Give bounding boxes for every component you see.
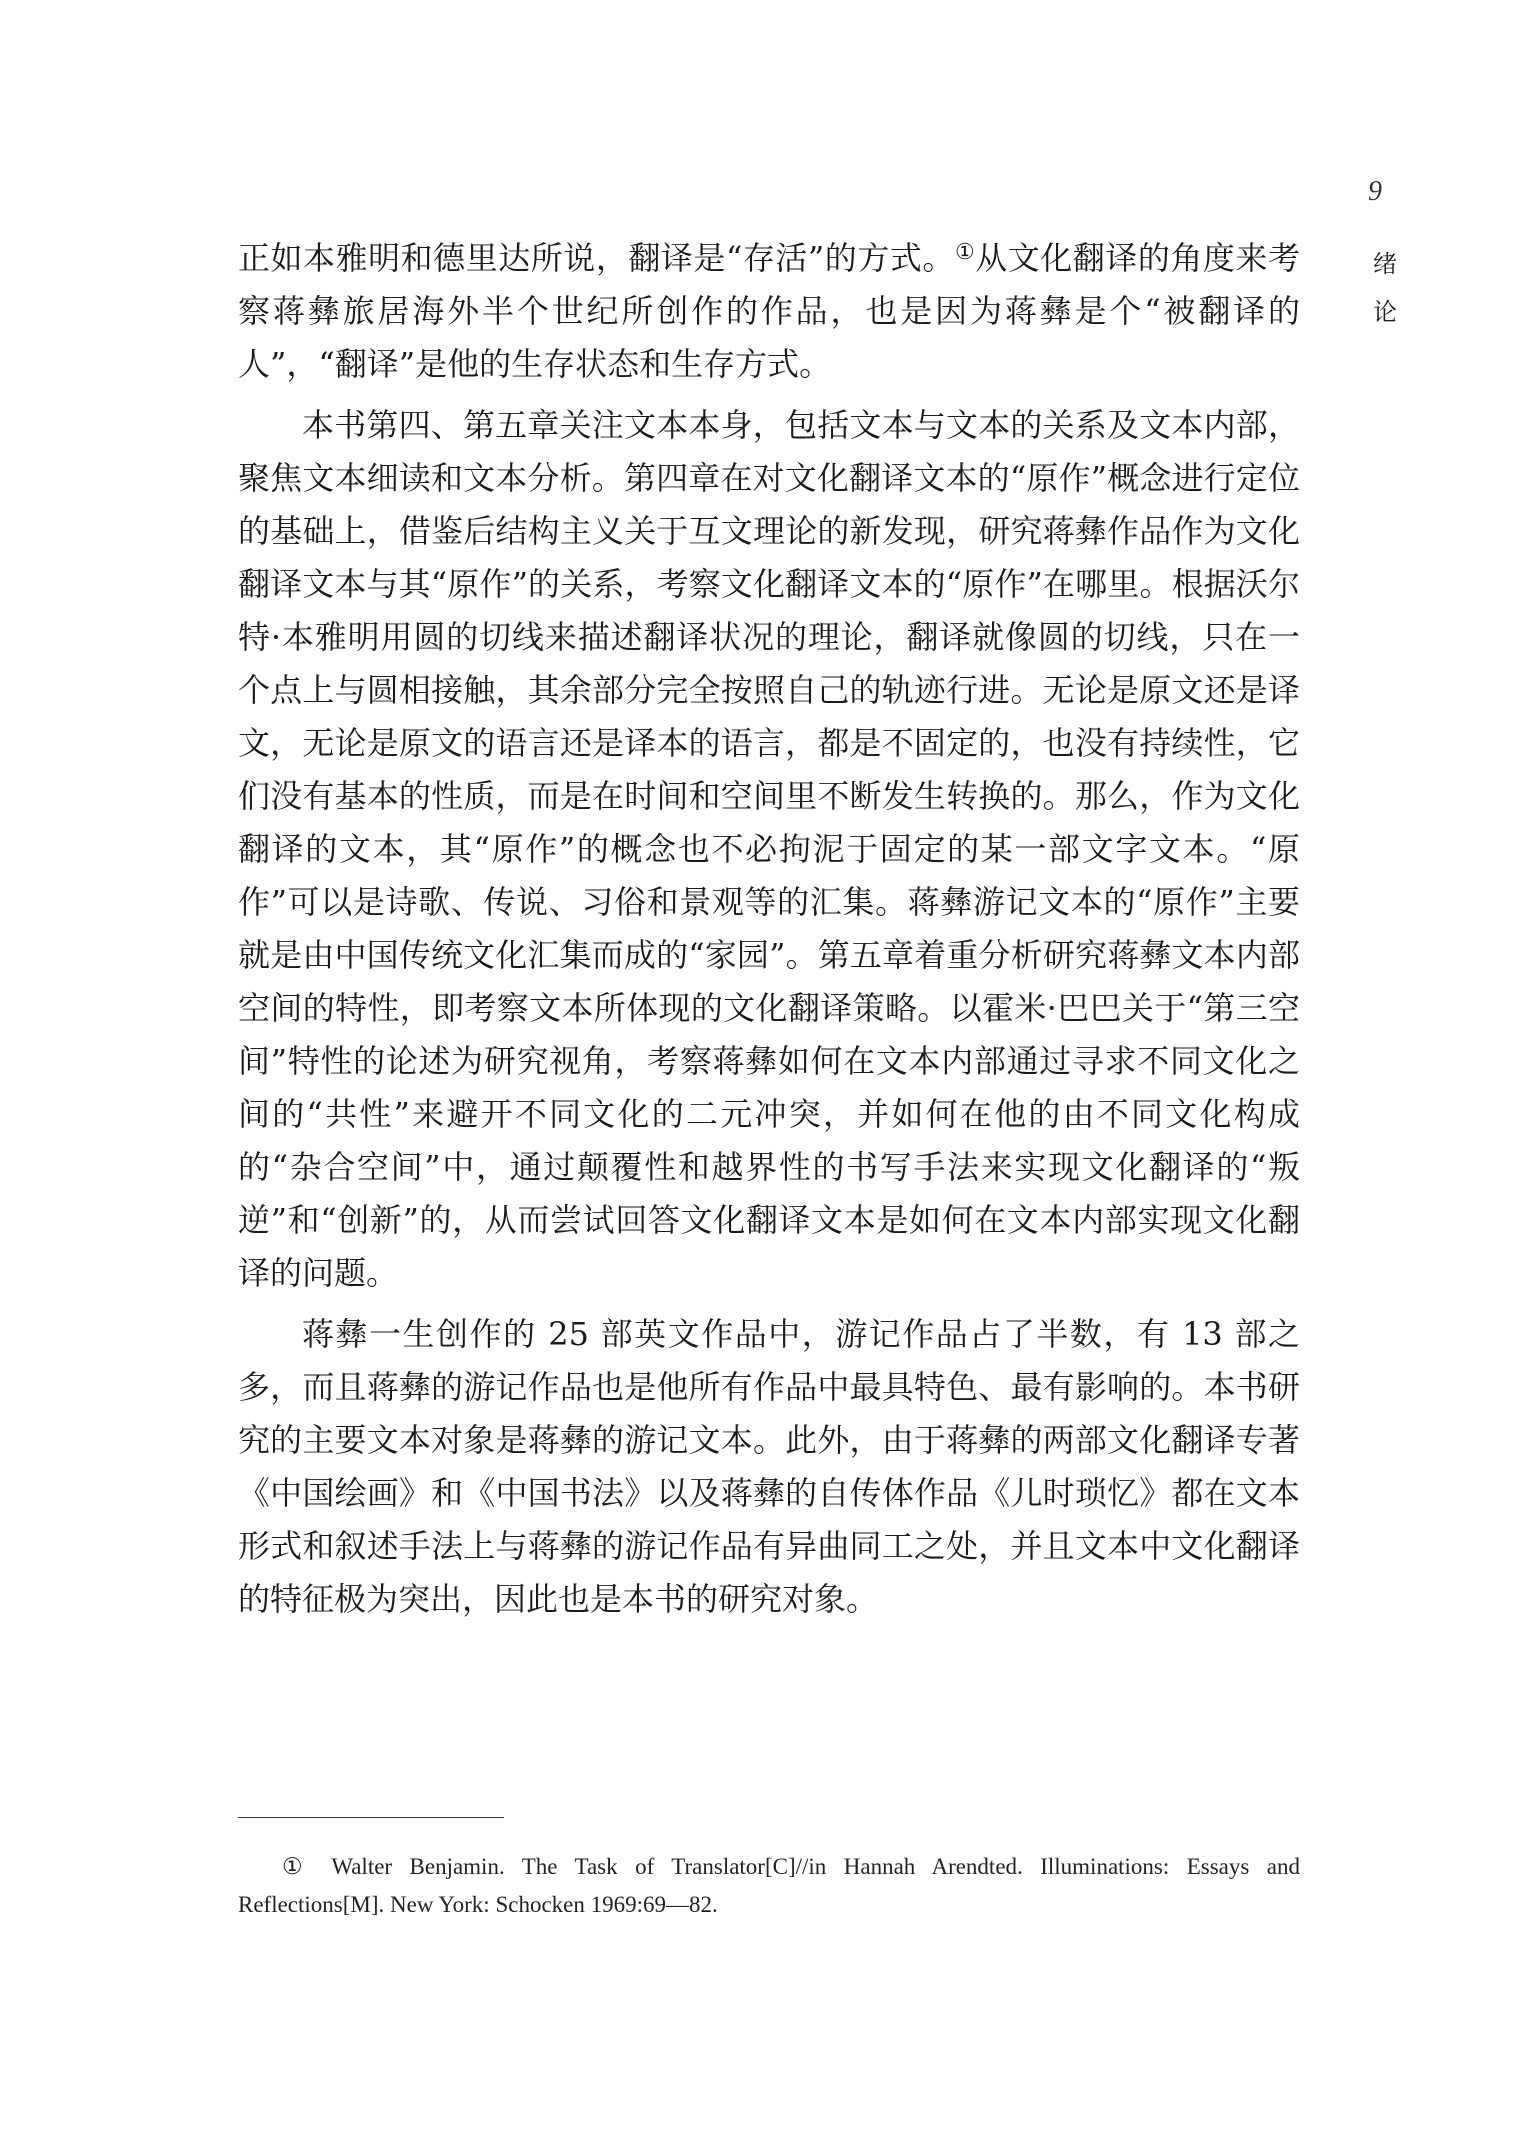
paragraph-1-text-b: 从文化翻译的角度来考察蒋彝旅居海外半个世纪所创作的作品，也是因为蒋彝是个“被翻译的人”，“翻译”是他的生存状态和生存方式。 xyxy=(238,239,1300,383)
paragraph-1 xyxy=(238,232,1300,391)
page-number: 9 xyxy=(1368,176,1382,207)
body-text xyxy=(238,232,1300,1634)
running-head-char-2: 论 xyxy=(1373,298,1397,326)
running-head-char-1: 绪 xyxy=(1373,250,1397,278)
footnote-divider xyxy=(238,1817,504,1818)
paragraph-1-text-a: 正如本雅明和德里达所说，翻译是“存活”的方式。 xyxy=(238,239,955,277)
paragraph-2: 本书第四、第五章关注文本本身，包括文本与文本的关系及文本内部，聚焦文本细读和文本分析。第四章在对文化翻译文本的“原作”概念进行定位的基础上，借鉴后结构主义关于互文理论的新发现，研究蒋彝作品作为文化翻译文本与其“原作”的关系，考察文化翻译文本的“原作”在哪里。根据沃尔特·本雅明用圆的切线来描述翻译状况的理论，翻译就像圆的切线，只在一个点上与圆相接触，其余部分完全按照自己的轨迹行进。无论是原文还是译文，无论是原文的语言还是译本的语言，都是不固定的，也没有持续性，它们没有基本的性质，而是在时间和空间里不断发生转换的。那么，作为文化翻译的文本，其“原作”的概念也不必拘泥于固定的某一部文字文本。“原作”可以是诗歌、传说、习俗和景观等的汇集。蒋彝游记文本的“原作”主要就是由中国传统文化汇集而成的“家园”。第五章着重分析研究蒋彝文本内部空间的特性，即考察文本所体现的文化翻译策略。以霍米·巴巴关于“第三空间”特性的论述为研究视角，考察蒋彝如何在文本内部通过寻求不同文化之间的“共性”来避开不同文化的二元冲突，并如何在他的由不同文化构成的“杂合空间”中，通过颠覆性和越界性的书写手法来实现文化翻译的“叛逆”和“创新”的，从而尝试回答文化翻译文本是如何在文本内部实现文化翻译的问题。 xyxy=(238,406,1300,1292)
footnote: ① Walter Benjamin. The Task of Translator[C]//in Hannah Arendted. Illuminations: Essays and Reflections[M]. New York: Schocken 1969:69—82. xyxy=(238,1854,1300,1917)
paragraph-3: 蒋彝一生创作的 25 部英文作品中，游记作品占了半数，有 13 部之多，而且蒋彝的游记作品也是他所有作品中最具特色、最有影响的。本书研究的主要文本对象是蒋彝的游记文本。此外，由于蒋彝的两部文化翻译专著《中国绘画》和《中国书法》以及蒋彝的自传体作品《儿时琐忆》都在文本形式和叙述手法上与蒋彝的游记作品有异曲同工之处，并且文本中文化翻译的特征极为突出，因此也是本书的研究对象。 xyxy=(238,1315,1300,1618)
footnote-marker: ① xyxy=(954,240,976,265)
running-head xyxy=(1370,240,1400,336)
